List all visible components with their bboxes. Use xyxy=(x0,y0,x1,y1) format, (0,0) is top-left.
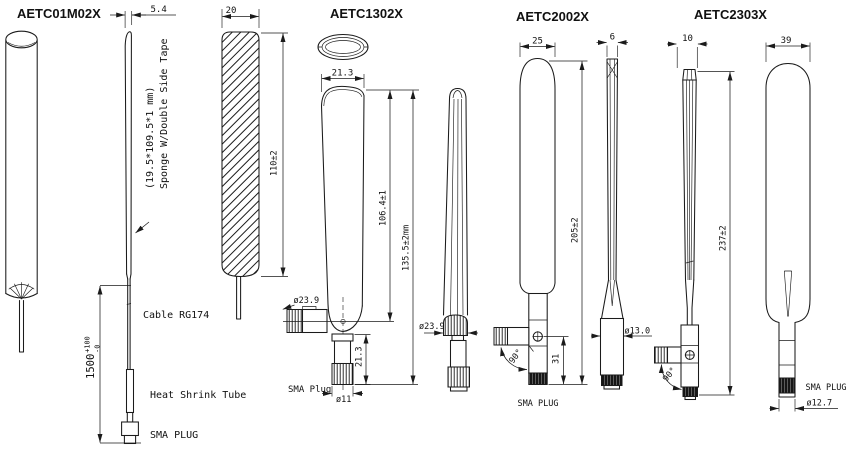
dim-plug-diameter-g4-text: ø12.7 xyxy=(806,398,833,409)
aetc2303x-side-view xyxy=(655,34,708,400)
dim-thickness-6-text: 6 xyxy=(609,32,616,43)
dim-paddle-width-39-text: 39 xyxy=(780,36,792,46)
cable-label: Cable RG174 xyxy=(143,310,210,321)
dim-total-length-g3 xyxy=(549,61,588,385)
dim-side-diameter-g2-text: ø23.9 xyxy=(419,322,445,332)
aetc01m02x-group xyxy=(6,5,288,444)
aetc2002x-side-view xyxy=(591,33,652,390)
aetc1302x-front-view xyxy=(283,86,394,392)
dim-paddle-width-text: 21.3 xyxy=(331,68,354,79)
sponge-note xyxy=(136,38,171,233)
dim-plug-height-text: 21.3 xyxy=(354,346,365,367)
sma-plug-label-g4: SMA PLUG xyxy=(805,383,847,393)
dim-body-length xyxy=(366,90,419,321)
dim-total-length-g4-text: 237±2 xyxy=(718,225,729,251)
dim-paddle-width-39 xyxy=(766,36,810,62)
dim-pad-height xyxy=(261,33,288,277)
sponge-note-line1: Sponge W/Double Side Tape xyxy=(159,38,170,189)
dim-lower-section-text: 31 xyxy=(551,353,562,364)
aetc01m02x-sponge-pad-view xyxy=(222,32,259,319)
dim-total-length-g2-text: 135.5±2mm xyxy=(401,224,412,271)
aetc2303x-front-view xyxy=(766,64,810,398)
model-title-aetc1302x: AETC1302X xyxy=(330,6,403,21)
sma-plug-label-g3: SMA PLUG xyxy=(517,399,559,409)
aetc2002x-front-view xyxy=(494,59,555,385)
dim-total-length-g4 xyxy=(698,72,735,396)
dim-plug-height xyxy=(355,335,371,385)
dim-total-length-g3-text: 205±2 xyxy=(570,217,581,243)
dim-body-diameter-text: ø13.0 xyxy=(624,326,651,337)
aetc1302x-group xyxy=(283,6,478,405)
angle-label-g3: 90° xyxy=(507,347,525,366)
sma-plug-label-g1: SMA PLUG xyxy=(150,430,199,441)
dim-total-length-g2 xyxy=(355,90,418,384)
dim-plug-diameter-text: ø11 xyxy=(336,395,352,405)
dim-blade-thickness xyxy=(110,5,176,28)
dim-body-length-text: 106.4±1 xyxy=(378,190,389,226)
model-title-aetc01m02x: AETC01M02X xyxy=(17,6,101,21)
aetc2002x-group xyxy=(494,9,652,409)
dim-paddle-width-25 xyxy=(520,37,555,58)
dim-plug-diameter-g4 xyxy=(770,399,839,412)
sponge-note-line2: (19.5*109.5*1 mm) xyxy=(145,86,156,189)
aetc01m02x-side-view xyxy=(122,32,139,444)
aetc2303x-group xyxy=(655,7,847,412)
heat-shrink-label: Heat Shrink Tube xyxy=(150,390,247,401)
dim-hinge-diameter xyxy=(283,296,319,309)
aetc01m02x-front-view xyxy=(6,31,37,352)
dim-cable-length-text: $1500^{+100}$ -0 xyxy=(83,336,102,379)
dim-pad-width xyxy=(222,6,259,28)
dim-thickness-6 xyxy=(597,33,629,58)
dim-pad-height-text: 110±2 xyxy=(269,150,280,176)
dim-paddle-width-25-text: 25 xyxy=(532,36,543,47)
dim-thickness-10-text: 10 xyxy=(682,34,693,44)
model-title-aetc2002x: AETC2002X xyxy=(516,9,589,24)
dim-hinge-diameter-text: ø23.9 xyxy=(293,296,320,306)
dim-thickness-10 xyxy=(667,34,708,68)
dim-blade-thickness-text: 5.4 xyxy=(150,5,167,15)
angle-label-g4: 90° xyxy=(661,365,679,384)
aetc1302x-top-view xyxy=(318,35,368,60)
model-title-aetc2303x: AETC2303X xyxy=(694,7,767,22)
aetc1302x-side-view xyxy=(444,89,470,392)
sma-plug-label-g2: SMA Plug xyxy=(288,385,332,395)
dim-pad-width-text: 20 xyxy=(225,6,237,16)
